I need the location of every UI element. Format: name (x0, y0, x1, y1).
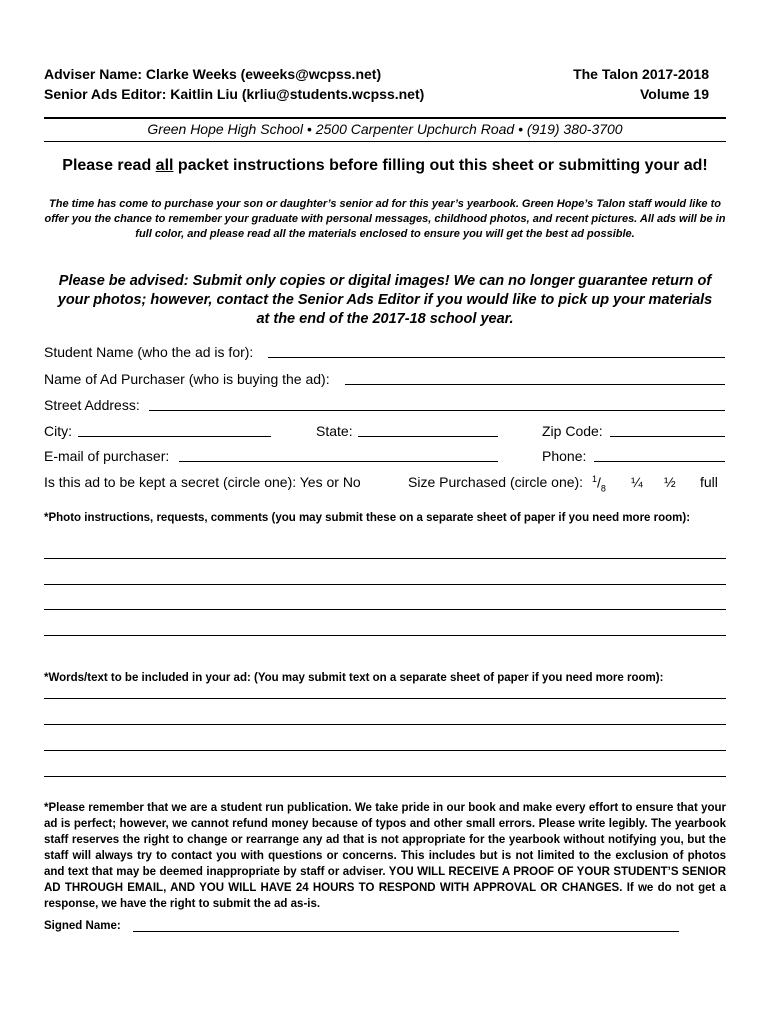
photo-line[interactable] (44, 609, 726, 610)
size-label: Size Purchased (circle one): (408, 474, 584, 490)
volume-label: Volume 19 (640, 86, 709, 102)
size-option-full[interactable]: full (700, 474, 718, 490)
school-divider (44, 141, 726, 142)
phone-field[interactable] (594, 461, 725, 462)
phone-label: Phone: (542, 448, 587, 464)
signed-name-label: Signed Name: (44, 920, 121, 932)
adviser-line: Adviser Name: Clarke Weeks (eweeks@wcpss.net) (44, 66, 382, 82)
signed-name-field[interactable] (133, 931, 679, 932)
school-info: Green Hope High School • 2500 Carpenter Upchurch Road • (919) 380-3700 (147, 121, 623, 137)
state-field[interactable] (358, 436, 498, 437)
publication-notice: *Please remember that we are a student run publication. We take pride in our book and make every effort to ensure that your ad is perfect; however, we cannot refund money because of typos and other small errors. Please write legibly. The yearbook staff reserves the right to change or rearrange any ad that is not appropriate for the yearbook without notifying you, but the staff will always try to contact you with questions or concerns. This includes but is not limited to the exclusion of photos and text that may be deemed inappropriate by staff or adviser. YOU WILL RECEIVE A PROOF OF YOUR STUDENT’S SENIOR AD THROUGH EMAIL, AND YOU WILL HAVE 24 HOURS TO RESPOND WITH APPROVAL OR CHANGES. If we do not get a response, we have the right to submit the ad as-is. (44, 802, 726, 910)
street-address-label: Street Address: (44, 397, 140, 413)
advisory-notice: Please be advised: Submit only copies or digital images! We can no longer guarantee return of your photos; however, contact the Senior Ads Editor if you would like to pick up your materials at the end of the 2017-18 school year. (57, 273, 713, 327)
intro-paragraph: The time has come to purchase your son or daughter’s senior ad for this year’s yearbook. Green Hope’s Talon staff would like to offer you the chance to remember your graduate with personal messages, childhood photos, and recent pictures. All ads will be in full color, and please read all the materials enclosed to ensure you will get the best ad possible. (44, 198, 726, 240)
header-divider (44, 117, 726, 119)
publication-title: The Talon 2017-2018 (573, 66, 709, 82)
photo-line[interactable] (44, 635, 726, 636)
words-line[interactable] (44, 750, 726, 751)
page-title: Please read all packet instructions before filling out this sheet or submitting your ad! (62, 157, 708, 174)
photo-instructions-label: *Photo instructions, requests, comments (you may submit these on a separate sheet of paper if you need more room): (44, 512, 691, 524)
city-field[interactable] (78, 436, 271, 437)
size-option-quarter[interactable]: ¼ (631, 474, 643, 490)
zip-code-label: Zip Code: (542, 423, 603, 439)
photo-line[interactable] (44, 558, 726, 559)
secret-question[interactable]: Is this ad to be kept a secret (circle one): Yes or No (44, 474, 361, 490)
words-instructions-label: *Words/text to be included in your ad: (You may submit text on a separate sheet of paper if you need more room): (44, 672, 664, 684)
student-name-field[interactable] (268, 357, 725, 358)
words-line[interactable] (44, 698, 726, 699)
email-field[interactable] (179, 461, 498, 462)
size-option-half[interactable]: ½ (664, 474, 676, 490)
city-label: City: (44, 423, 72, 439)
words-line[interactable] (44, 724, 726, 725)
student-name-label: Student Name (who the ad is for): (44, 344, 254, 360)
email-label: E-mail of purchaser: (44, 448, 170, 464)
purchaser-name-field[interactable] (345, 384, 725, 385)
size-option-eighth[interactable]: $^1/_8$ (592, 474, 606, 494)
words-line[interactable] (44, 776, 726, 777)
zip-code-field[interactable] (610, 436, 725, 437)
purchaser-name-label: Name of Ad Purchaser (who is buying the ad): (44, 371, 330, 387)
photo-line[interactable] (44, 584, 726, 585)
title-emphasis: all (155, 157, 174, 174)
state-label: State: (316, 423, 353, 439)
editor-line: Senior Ads Editor: Kaitlin Liu (krliu@students.wcpss.net) (44, 86, 425, 102)
street-address-field[interactable] (149, 410, 725, 411)
